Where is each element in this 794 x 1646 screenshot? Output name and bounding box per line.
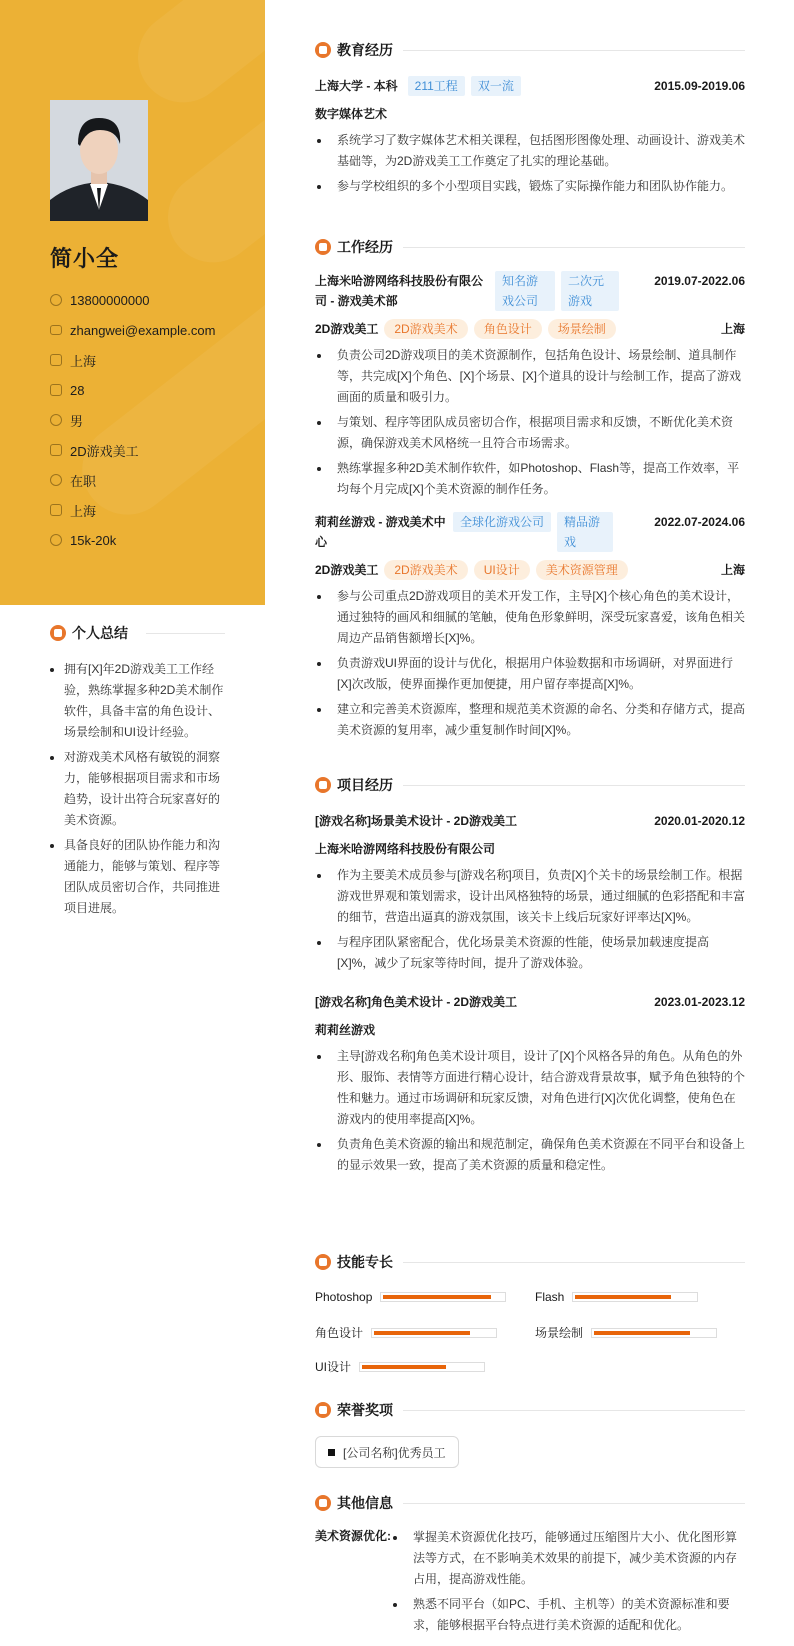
project-date: 2020.01-2020.12 [654, 814, 745, 828]
company: 莉莉丝游戏 - 游戏美术中心 [315, 515, 446, 549]
honor-item: [公司名称]优秀员工 [315, 1436, 459, 1468]
skill-tag: 2D游戏美术 [384, 319, 467, 339]
avatar [50, 100, 148, 221]
summary-section [50, 623, 225, 923]
age-row [50, 375, 260, 405]
home-icon [50, 354, 62, 366]
list-item: 熟悉不同平台（如PC、手机、主机等）的美术资源标准和要求，能够根据平台特点进行美术资源的适配和优化。 [391, 1594, 745, 1636]
job-header [315, 271, 745, 311]
list-item: 具备良好的团队协作能力和沟通能力，能够与策划、程序等团队成员密切合作，共同推进项目进展。 [50, 835, 225, 919]
skill-fill [362, 1365, 446, 1369]
project-company: 上海米哈游网络科技股份有限公司 [315, 842, 496, 856]
award-icon [315, 1402, 331, 1418]
skill-item: 角色设计 [315, 1324, 497, 1341]
work-title: 工作经历 [315, 237, 745, 257]
list-item: 负责角色美术资源的输出和规范制定，确保角色美术资源在不同平台和设备上的显示效果一致，提高了美术资源的质量和稳定性。 [315, 1134, 745, 1176]
job-date: 2019.07-2022.06 [654, 274, 745, 288]
position: 2D游戏美工 [70, 443, 139, 459]
gear-icon [50, 474, 62, 486]
honors-title: 荣誉奖项 [315, 1400, 745, 1420]
skill-tag: 角色设计 [474, 319, 542, 339]
tag: 精品游戏 [557, 512, 613, 552]
education-title: 教育经历 [315, 40, 745, 60]
skill-fill [575, 1295, 671, 1299]
list-item: 拥有[X]年2D游戏美工工作经验，熟练掌握多种2D美术制作软件，具备丰富的角色设计、场景绘制和UI设计经验。 [50, 659, 225, 743]
other-section [315, 1493, 745, 1640]
email-row [50, 315, 260, 345]
skill-item: Flash [535, 1290, 698, 1304]
status: 在职 [70, 473, 97, 489]
target-city: 上海 [70, 503, 97, 519]
skill-item: 场景绘制 [535, 1324, 717, 1341]
job-list [315, 345, 745, 500]
project-list [315, 865, 745, 974]
project-list [315, 1046, 745, 1176]
project-header [315, 811, 745, 831]
company: 上海米哈游网络科技股份有限公司 - 游戏美术部 [315, 274, 484, 308]
role: 2D游戏美工 [315, 563, 379, 577]
list-item: 负责游戏UI界面的设计与优化，根据用户体验数据和市场调研，对界面进行[X]次改版，使界面操作更加便捷，用户留存率提高[X]%。 [315, 653, 745, 695]
job-date: 2022.07-2024.06 [654, 515, 745, 529]
list-item: 主导[游戏名称]角色美术设计项目，设计了[X]个风格各异的角色。从角色的外形、服饰、表情等方面进行精心设计，结合游戏背景故事，赋予角色独特的个性和魅力。通过市场调研和玩家反馈，对角色进行[X]次优化调整，使角色在游戏内的使用率提高[X]%。 [315, 1046, 745, 1130]
location: 上海 [720, 563, 745, 577]
salary: 15k-20k [70, 532, 117, 548]
list-item: 掌握美术资源优化技巧，能够通过压缩图片大小、优化图形算法等方式，在不影响美术效果的前提下，减少美术资源的内存占用，提高游戏性能。 [391, 1527, 745, 1590]
major: 数字媒体艺术 [315, 107, 388, 121]
skill-fill [383, 1295, 491, 1299]
profile-name: 简小全 [50, 246, 120, 271]
thumbs-up-icon [315, 1254, 331, 1270]
project-name: [游戏名称]场景美术设计 - 2D游戏美工 [315, 814, 517, 828]
role: 2D游戏美工 [315, 322, 379, 336]
job-role-row [315, 560, 745, 580]
list-item: 与策划、程序等团队成员密切合作，根据项目需求和反馈，不断优化美术资源，确保游戏美术风格统一且符合市场需求。 [315, 412, 745, 454]
status-row [50, 465, 260, 495]
tag: 知名游戏公司 [495, 271, 555, 311]
phone[interactable]: 13800000000 [70, 292, 150, 308]
list-item: 对游戏美术风格有敏锐的洞察力，能够根据项目需求和市场趋势，设计出符合玩家喜好的美术资源。 [50, 747, 225, 831]
education-section [315, 40, 745, 201]
work-section [315, 237, 745, 745]
skill-bar [380, 1292, 506, 1302]
sidebar [0, 0, 265, 605]
school: 上海大学 - 本科 [315, 79, 398, 93]
gender-row [50, 405, 260, 435]
mail-icon [50, 325, 62, 335]
skill-bar [359, 1362, 485, 1372]
phone-row [50, 285, 260, 315]
tag: 双一流 [471, 76, 521, 96]
building-icon [50, 504, 62, 516]
projects-title: 项目经历 [315, 775, 745, 795]
skill-bar [591, 1328, 717, 1338]
list-item: 系统学习了数字媒体艺术相关课程，包括图形图像处理、动画设计、游戏美术基础等，为2D游戏美工工作奠定了扎实的理论基础。 [315, 130, 745, 172]
skill-bar [371, 1328, 497, 1338]
job-role-row [315, 319, 745, 339]
list-item: 参与学校组织的多个小型项目实践，锻炼了实际操作能力和团队协作能力。 [315, 176, 745, 197]
summary-list [50, 659, 225, 919]
phone-icon [50, 294, 62, 306]
project-date: 2023.01-2023.12 [654, 995, 745, 1009]
send-icon [50, 444, 62, 456]
project-company: 莉莉丝游戏 [315, 1023, 376, 1037]
gender: 男 [70, 413, 84, 429]
salary-row [50, 525, 260, 555]
skill-fill [374, 1331, 470, 1335]
skill-item: Photoshop [315, 1290, 506, 1304]
other-label: 美术资源优化: [315, 1529, 391, 1543]
info-icon [315, 1495, 331, 1511]
skill-tag: 场景绘制 [548, 319, 616, 339]
skill-tag: UI设计 [474, 560, 530, 580]
email[interactable]: zhangwei@example.com [70, 322, 216, 338]
list-item: 负责公司2D游戏项目的美术资源制作，包括角色设计、场景绘制、道具制作等，共完成[X]个角色、[X]个场景、[X]个道具的设计与绘制工作，提高了游戏画面的质量和吸引力。 [315, 345, 745, 408]
skill-tag: 2D游戏美术 [384, 560, 467, 580]
other-title: 其他信息 [315, 1493, 745, 1513]
projects-section [315, 775, 745, 1180]
calendar-icon [50, 384, 62, 396]
summary-title: 个人总结 [50, 623, 225, 643]
tag: 二次元游戏 [561, 271, 619, 311]
skill-item: UI设计 [315, 1358, 485, 1375]
skill-bar [572, 1292, 698, 1302]
project-icon [315, 777, 331, 793]
gender-icon [50, 414, 62, 426]
education-list [315, 130, 745, 197]
skill-tag: 美术资源管理 [536, 560, 628, 580]
contact-info [50, 285, 260, 555]
position-row [50, 435, 260, 465]
target-city-row [50, 495, 260, 525]
education-date: 2015.09-2019.06 [654, 79, 745, 93]
person-icon [50, 625, 66, 641]
education-header [315, 76, 745, 96]
list-item: 熟练掌握多种2D美术制作软件，如Photoshop、Flash等，提高工作效率，平均每个月完成[X]个美术资源的制作任务。 [315, 458, 745, 500]
job-header [315, 512, 745, 552]
money-icon [50, 534, 62, 546]
list-item: 参与公司重点2D游戏项目的美术开发工作，主导[X]个核心角色的美术设计，通过独特的画风和细腻的笔触，使角色形象鲜明，深受玩家喜爱，该角色相关周边产品销售额增长[X]%。 [315, 586, 745, 649]
city-row [50, 345, 260, 375]
list-item: 建立和完善美术资源库，整理和规范美术资源的命名、分类和存储方式，提高美术资源的复用率，减少重复制作时间[X]%。 [315, 699, 745, 741]
project-name: [游戏名称]角色美术设计 - 2D游戏美工 [315, 995, 517, 1009]
list-item: 作为主要美术成员参与[游戏名称]项目，负责[X]个关卡的场景绘制工作。根据游戏世界观和策划需求，设计出风格独特的场景，通过细腻的色彩搭配和丰富的细节，营造出逼真的游戏氛围，该关卡上线后玩家好评率达[X]%。 [315, 865, 745, 928]
list-item: 与程序团队紧密配合，优化场景美术资源的性能，使场景加载速度提高[X]%，减少了玩家等待时间，提升了游戏体验。 [315, 932, 745, 974]
age: 28 [70, 382, 85, 398]
skills-section [315, 1252, 745, 1372]
tag: 211工程 [408, 76, 465, 96]
other-list [391, 1527, 745, 1636]
skill-fill [594, 1331, 690, 1335]
location: 上海 [720, 322, 745, 336]
tag: 全球化游戏公司 [453, 512, 551, 532]
graduation-cap-icon [315, 42, 331, 58]
skills-title: 技能专长 [315, 1252, 745, 1272]
project-header [315, 992, 745, 1012]
honors-section [315, 1400, 745, 1480]
briefcase-icon [315, 239, 331, 255]
city: 上海 [70, 353, 97, 369]
job-list [315, 586, 745, 741]
